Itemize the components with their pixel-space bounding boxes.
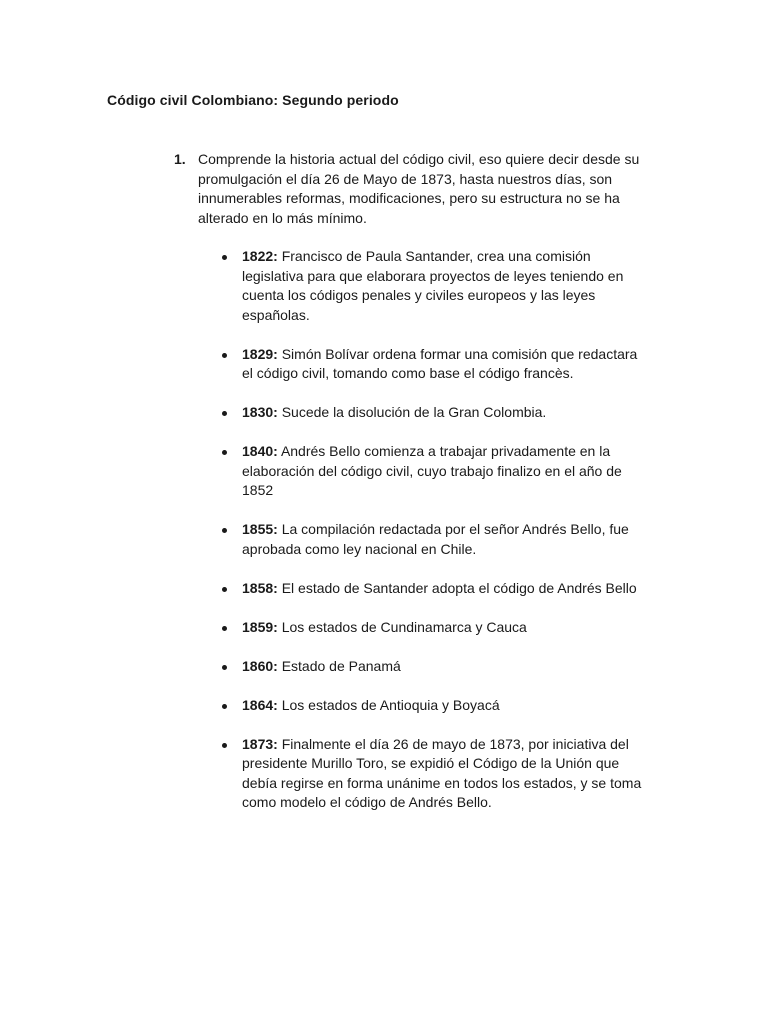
event-text: Simón Bolívar ordena formar una comisión que redactara el código civil, tomando como base el código francès. (242, 345, 638, 381)
list-number: 1. (174, 151, 186, 167)
bullet-icon (222, 743, 227, 748)
bullet-icon (222, 411, 227, 416)
event-year: 1830: (242, 404, 278, 420)
bullet-icon (222, 450, 227, 455)
event-year: 1859: (242, 618, 278, 635)
timeline-item (198, 403, 642, 423)
timeline-bullet-list (198, 247, 674, 813)
timeline-item (198, 247, 642, 325)
event-year: 1864: (242, 696, 278, 713)
event-year: 1858: (242, 579, 278, 596)
event-text: Sucede la disolución de la Gran Colombia. (281, 404, 547, 420)
event-text: El estado de Santander adopta el código de Andrés Bello (281, 579, 637, 596)
event-text: Estado de Panamá (281, 657, 401, 674)
event-text: Los estados de Cundinamarca y Cauca (281, 618, 527, 635)
event-year: 1860: (242, 657, 278, 674)
numbered-list-item (174, 150, 674, 813)
timeline-item (198, 579, 642, 599)
section-text: Comprende la historia actual del código civil, eso quiere decir desde su promulgación el día 26 de Mayo de 1873, hasta nuestros días, son innumerables reformas, modificaciones, pero su estructura no se ha alterado en lo más mínimo. (198, 151, 640, 226)
bullet-icon (222, 353, 227, 358)
event-year: 1873: (242, 735, 278, 752)
event-year: 1822: (242, 248, 278, 264)
event-text: Finalmente el día 26 de mayo de 1873, por iniciativa del presidente Murillo Toro, se expidió el Código de la Unión que debía regirse en forma unánime en todos los estados, y se toma como modelo el código de Andrés Bello. (242, 735, 642, 810)
event-text: La compilación redactada por el señor Andrés Bello, fue aprobada como ley nacional en Chile. (242, 521, 629, 557)
event-year: 1855: (242, 521, 278, 537)
event-text: Andrés Bello comienza a trabajar privadamente en la elaboración del código civil, cuyo trabajo finalizo en el año de 1852 (242, 443, 622, 498)
bullet-icon (222, 665, 227, 670)
event-text: Los estados de Antioquia y Boyacá (281, 696, 500, 713)
bullet-icon (222, 528, 227, 533)
bullet-icon (222, 587, 227, 592)
bullet-icon (222, 255, 227, 260)
event-year: 1840: (242, 443, 278, 459)
numbered-list (174, 150, 674, 832)
timeline-item (198, 696, 642, 716)
event-text: Francisco de Paula Santander, crea una comisión legislativa para que elaborara proyectos de leyes teniendo en cuenta los códigos penales y civiles europeos y las leyes españolas. (242, 248, 624, 323)
timeline-item (198, 657, 642, 677)
timeline-item (198, 442, 642, 501)
document-title: Código civil Colombiano: Segundo periodo (107, 92, 399, 108)
bullet-icon (222, 704, 227, 709)
timeline-item (198, 735, 642, 813)
event-year: 1829: (242, 345, 278, 362)
timeline-item (198, 520, 642, 559)
timeline-item (198, 618, 642, 638)
timeline-item (198, 345, 642, 384)
bullet-icon (222, 626, 227, 631)
